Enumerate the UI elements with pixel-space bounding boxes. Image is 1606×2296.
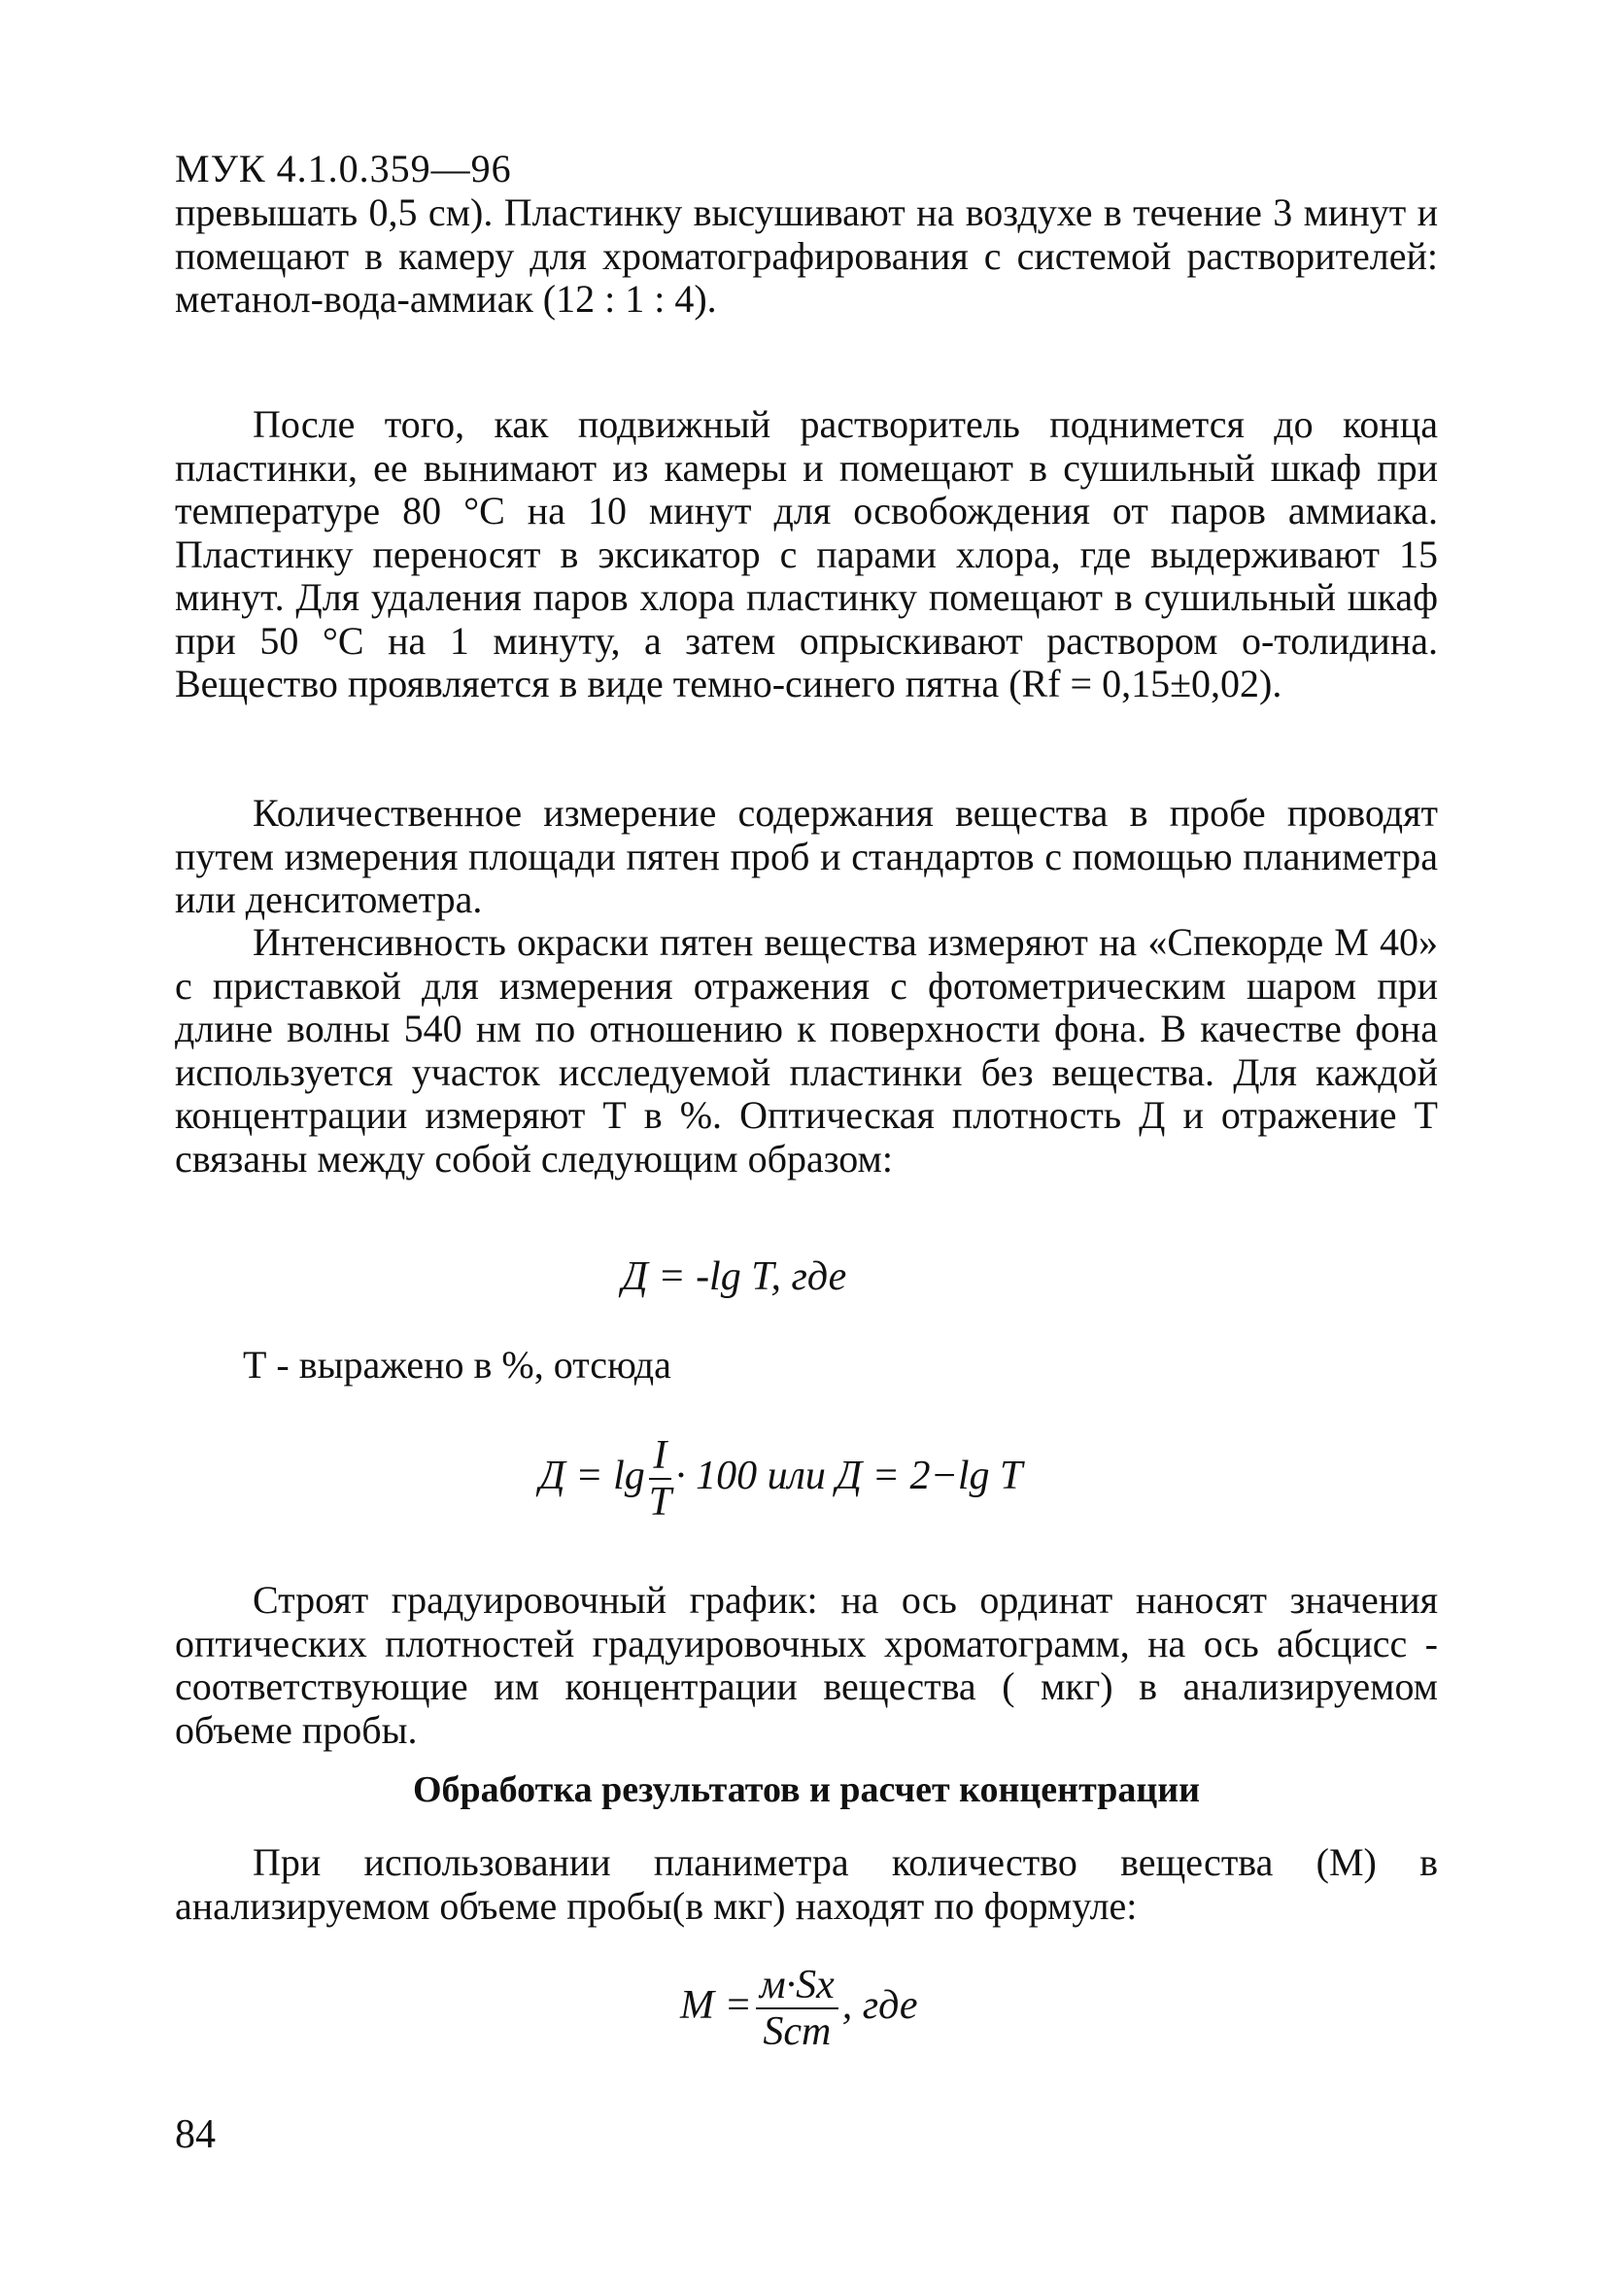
paragraph-1: превышать 0,5 см). Пластинку высушивают на воздухе в течение 3 минут и помещают в камеру для хроматографирования с системой растворителей: метанол-вода-аммиак (12 : 1 : 4).	[175, 190, 1438, 321]
formula-optical-density: Д = -lg T, где	[622, 1254, 847, 1299]
formula-substance-amount	[680, 1963, 918, 2054]
formula-3-fraction	[756, 1963, 838, 2054]
formula-2-denominator: T	[648, 1480, 672, 1525]
formula-3-denominator: Sст	[763, 2009, 832, 2055]
page-number: 84	[175, 2112, 216, 2157]
formula-2-left: Д = lg	[539, 1453, 645, 1498]
formula-2-right: · 100 или Д = 2−lg T	[675, 1453, 1023, 1498]
formula-density-conversion	[539, 1433, 1022, 1525]
paragraph-4: Интенсивность окраски пятен вещества измеряют на «Спекорде М 40» с приставкой для измерения отражения с фотометрическим шаром при длине волны 540 нм по отношению к поверхности фона. В качестве фона используется участок исследуемой пластинки без вещества. Для каждой концентрации измеряют Т в %. Оптическая плотность Д и отражение Т связаны между собой следующим образом:	[175, 920, 1438, 1181]
paragraph-7: При использовании планиметра количество вещества (М) в анализируемом объеме пробы(в мкг) находят по формуле:	[175, 1840, 1438, 1928]
formula-3-right: , где	[841, 1982, 918, 2028]
paragraph-6: Строят градуировочный график: на ось ординат наносят значения оптических плотностей градуировочных хроматограмм, на ось абсцисс - соответствующие им концентрации вещества ( мкг) в анализируемом объеме пробы.	[175, 1578, 1438, 1752]
document-code-header: МУК 4.1.0.359—96	[175, 147, 512, 190]
formula-3-numerator: м·Sx	[756, 1963, 838, 2009]
paragraph-5: Т - выражено в %, отсюда	[243, 1343, 671, 1387]
formula-2-numerator: I	[649, 1433, 671, 1480]
paragraph-2: После того, как подвижный растворитель поднимется до конца пластинки, ее вынимают из камеры и помещают в сушильный шкаф при температуре 80 °С на 10 минут для освобождения от паров аммиака. Пластинку переносят в эксикатор с парами хлора, где выдерживают 15 минут. Для удаления паров хлора пластинку помещают в сушильный шкаф при 50 °С на 1 минуту, а затем опрыскивают раствором о-толидина. Вещество проявляется в виде темно-синего пятна (Rf = 0,15±0,02).	[175, 402, 1438, 705]
formula-2-fraction	[649, 1433, 671, 1525]
section-heading: Обработка результатов и расчет концентрации	[412, 1769, 1201, 1810]
paragraph-3: Количественное измерение содержания вещества в пробе проводят путем измерения площади пятен проб и стандартов с помощью планиметра или денситометра.	[175, 791, 1438, 921]
formula-3-left: M =	[680, 1982, 752, 2028]
